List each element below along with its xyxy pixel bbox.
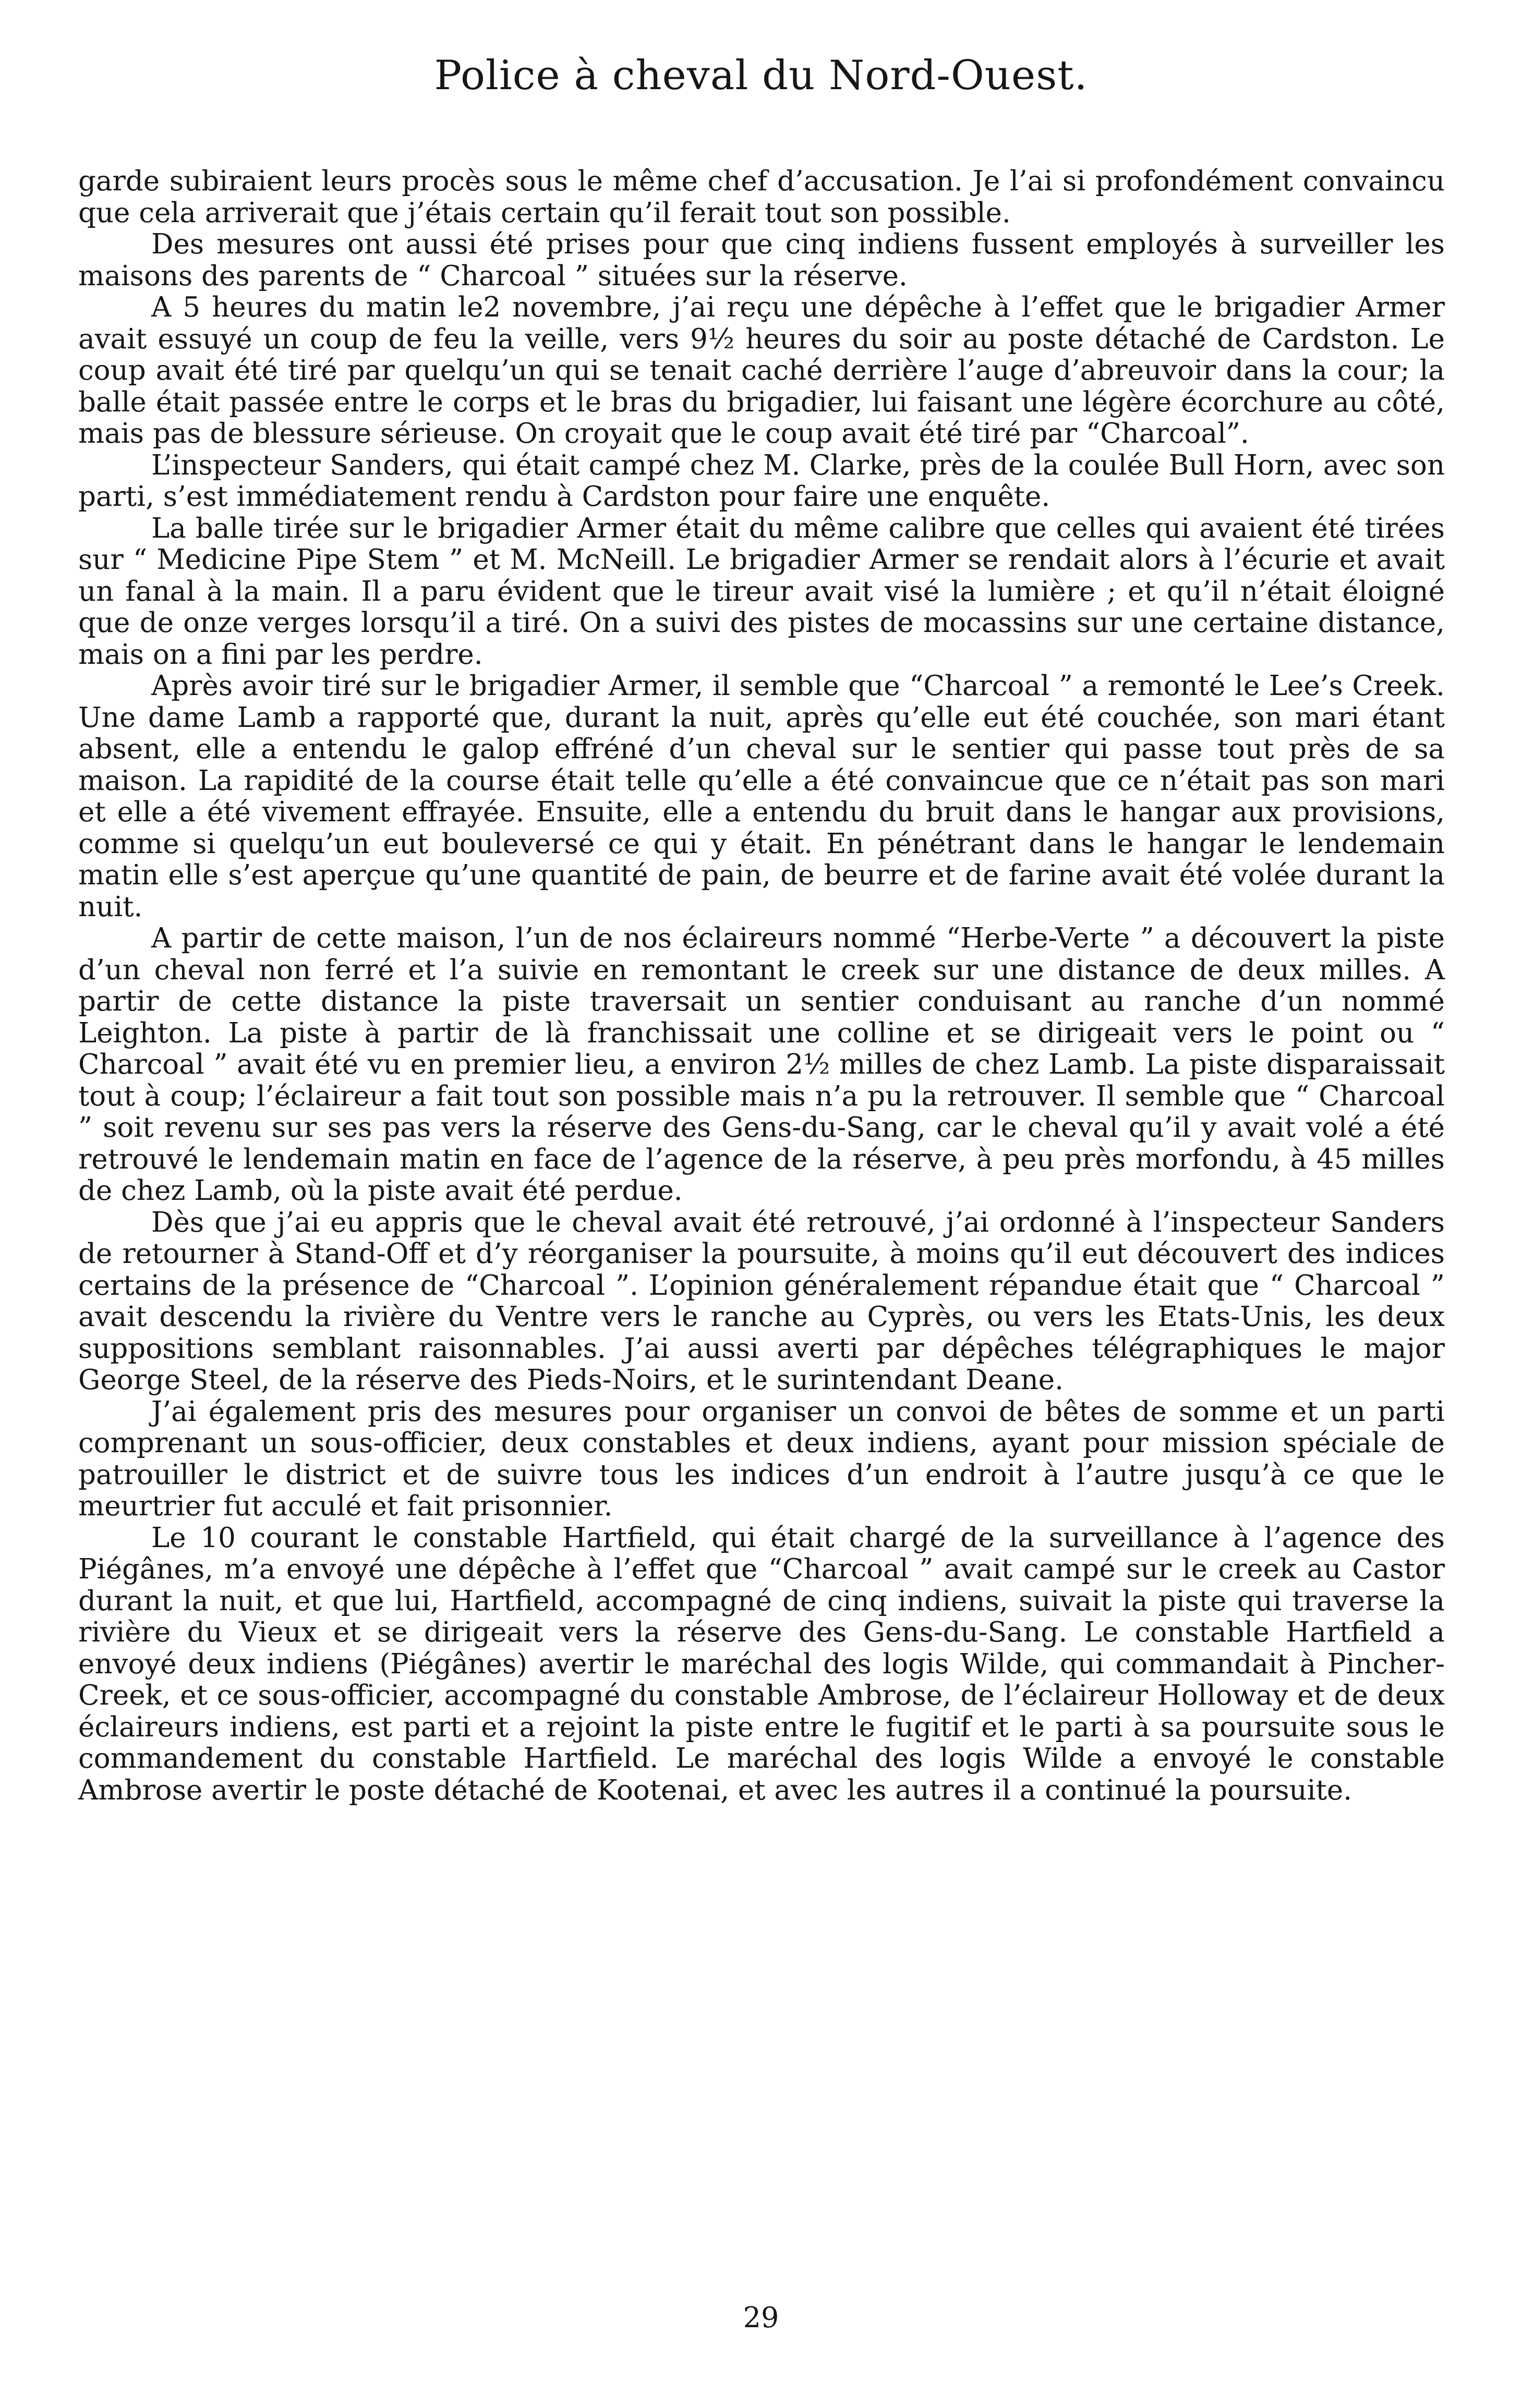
page-header-title: Police à cheval du Nord-Ouest. — [434, 52, 1088, 99]
paragraph: garde subiraient leurs procès sous le même chef d’accusation. Je l’ai si profondément convaincu que cela arriverait que j’étais certain qu’il ferait tout son possible. — [78, 165, 1445, 229]
paragraph: Dès que j’ai eu appris que le cheval avait été retrouvé, j’ai ordonné à l’inspecteur Sanders de retourner à Stand-Off et d’y réorganiser la poursuite, à moins qu’il eut découvert des indices certains de la présence de “Charcoal ”. L’opinion généralement répandue était que “ Charcoal ” avait descendu la rivière du Ventre vers le ranche au Cyprès, ou vers les Etats-Unis, les deux suppositions semblant raisonnables. J’ai aussi averti par dépêches télégraphiques le major George Steel, de la réserve des Pieds-Noirs, et le surintendant Deane. — [78, 1206, 1445, 1396]
paragraph: Des mesures ont aussi été prises pour que cinq indiens fussent employés à surveiller les maisons des parents de “ Charcoal ” situées sur la réserve. — [78, 228, 1445, 292]
document-body — [78, 166, 1445, 1806]
paragraph: Après avoir tiré sur le brigadier Armer, il semble que “Charcoal ” a remonté le Lee’s Creek. Une dame Lamb a rapporté que, durant la nuit, après qu’elle eut été couchée, son mari étant absent, elle a entendu le galop effréné d’un cheval sur le sentier qui passe tout près de sa maison. La rapidité de la course était telle qu’elle a été convaincue que ce n’était pas son mari et elle a été vivement effrayée. Ensuite, elle a entendu du bruit dans le hangar aux provisions, comme si quelqu’un eut bouleversé ce qui y était. En pénétrant dans le hangar le lendemain matin elle s’est aperçue qu’une quantité de pain, de beurre et de farine avait été volée durant la nuit. — [78, 670, 1445, 923]
paragraph: Le 10 courant le constable Hartfield, qui était chargé de la surveillance à l’agence des Piégânes, m’a envoyé une dépêche à l’effet que “Charcoal ” avait campé sur le creek au Castor durant la nuit, et que lui, Hartfield, accompagné de cinq indiens, suivait la piste qui traverse la rivière du Vieux et se dirigeait vers la réserve des Gens-du-Sang. Le constable Hartfield a envoyé deux indiens (Piégânes) avertir le maréchal des logis Wilde, qui commandait à Pincher-Creek, et ce sous-officier, accompagné du constable Ambrose, de l’éclaireur Holloway et de deux éclaireurs indiens, est parti et a rejoint la piste entre le fugitif et le parti à sa poursuite sous le commandement du constable Hartfield. Le maréchal des logis Wilde a envoyé le constable Ambrose avertir le poste détaché de Kootenai, et avec les autres il a continué la poursuite. — [78, 1522, 1445, 1806]
paragraph: La balle tirée sur le brigadier Armer était du même calibre que celles qui avaient été tirées sur “ Medicine Pipe Stem ” et M. McNeill. Le brigadier Armer se rendait alors à l’écurie et avait un fanal à la main. Il a paru évident que le tireur avait visé la lumière ; et qu’il n’était éloigné que de onze verges lorsqu’il a tiré. On a suivi des pistes de mocassins sur une certaine distance, mais on a fini par les perdre. — [78, 512, 1445, 671]
paragraph: A 5 heures du matin le2 novembre, j’ai reçu une dépêche à l’effet que le brigadier Armer avait essuyé un coup de feu la veille, vers 9½ heures du soir au poste détaché de Cardston. Le coup avait été tiré par quelqu’un qui se tenait caché derrière l’auge d’abreuvoir dans la cour; la balle était passée entre le corps et le bras du brigadier, lui faisant une légère écorchure au côté, mais pas de blessure sérieuse. On croyait que le coup avait été tiré par “Charcoal”. — [78, 291, 1445, 449]
paragraph: J’ai également pris des mesures pour organiser un convoi de bêtes de somme et un parti comprenant un sous-officier, deux constables et deux indiens, ayant pour mission spéciale de patrouiller le district et de suivre tous les indices d’un endroit à l’autre jusqu’à ce que le meurtrier fut acculé et fait prisonnier. — [78, 1395, 1445, 1522]
page-number: 29 — [743, 2301, 779, 2334]
paragraph: L’inspecteur Sanders, qui était campé chez M. Clarke, près de la coulée Bull Horn, avec son parti, s’est immédiatement rendu à Cardston pour faire une enquête. — [78, 449, 1445, 513]
paragraph: A partir de cette maison, l’un de nos éclaireurs nommé “Herbe-Verte ” a découvert la piste d’un cheval non ferré et l’a suivie en remontant le creek sur une distance de deux milles. A partir de cette distance la piste traversait un sentier conduisant au ranche d’un nommé Leighton. La piste à partir de là franchissait une colline et se dirigeait vers le point ou “ Charcoal ” avait été vu en premier lieu, a environ 2½ milles de chez Lamb. La piste disparaissait tout à coup; l’éclaireur a fait tout son possible mais n’a pu la retrouver. Il semble que “ Charcoal ” soit revenu sur ses pas vers la réserve des Gens-du-Sang, car le cheval qu’il y avait volé a été retrouvé le lendemain matin en face de l’agence de la réserve, à peu près morfondu, à 45 milles de chez Lamb, où la piste avait été perdue. — [78, 922, 1445, 1207]
